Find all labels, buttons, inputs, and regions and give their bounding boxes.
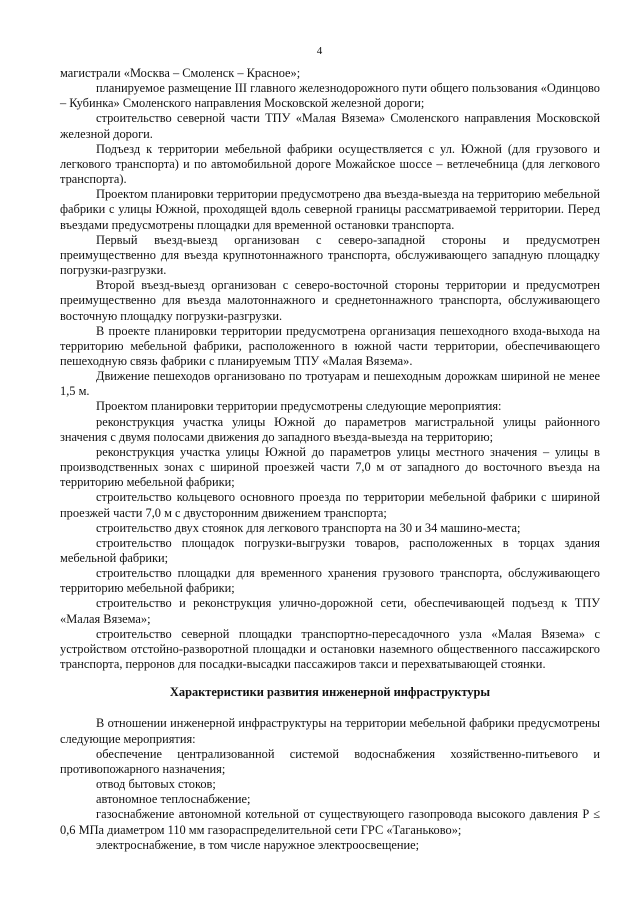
- list-item: отвод бытовых стоков;: [96, 777, 216, 792]
- paragraph: В отношении инженерной инфраструктуры на территории мебельной фабрики предусмотрены следующие мероприятия:: [60, 716, 600, 746]
- list-item: автономное теплоснабжение;: [96, 792, 251, 807]
- paragraph: В проекте планировки территории предусмотрена организация пешеходного входа-выхода на территорию мебельной фабрики, расположенного в южной части территории, обеспечивающего пешеходную связь фабрики с планируемым ТПУ «Малая Вязема».: [60, 323, 600, 368]
- list-item: реконструкция участка улицы Южной до параметров магистральной улицы районного значения с двумя полосами движения до западного въезда-выезда на территорию;: [60, 414, 600, 444]
- paragraph: Первый въезд-выезд организован с северо-западной стороны и предусмотрен преимущественно для въезда крупнотоннажного транспорта, обслуживающего западную площадку погрузки-разгрузки.: [60, 232, 600, 278]
- document-body: [60, 66, 600, 853]
- list-item: строительство площадки для временного хранения грузового транспорта, обслуживающего территорию мебельной фабрики;: [60, 566, 600, 596]
- paragraph: строительство северной части ТПУ «Малая Вязема» Смоленского направления Московской железной дороги.: [60, 111, 600, 141]
- list-item: реконструкция участка улицы Южной до параметров улицы местного значения – улицы в производственных зонах с шириной проезжей части 7,0 м от западного до восточного въезда на территорию мебельной фабрики;: [60, 444, 600, 490]
- paragraph: Движение пешеходов организовано по тротуарам и пешеходным дорожкам шириной не менее 1,5 м.: [60, 369, 600, 399]
- list-item: электроснабжение, в том числе наружное электроосвещение;: [96, 837, 420, 852]
- paragraph: магистрали «Москва – Смоленск – Красное»;: [60, 66, 301, 80]
- paragraph: Проектом планировки территории предусмотрены следующие мероприятия:: [96, 399, 502, 414]
- list-item: строительство площадок погрузки-выгрузки товаров, расположенных в торцах здания мебельной фабрики;: [60, 535, 600, 565]
- list-item: строительство кольцевого основного проезда по территории мебельной фабрики с шириной проезжей части 7,0 м с двусторонним движением транспорта;: [60, 490, 600, 520]
- paragraph: Подъезд к территории мебельной фабрики осуществляется с ул. Южной (для грузового и легкового транспорта) и по автомобильной дороге Можайское шоссе – ветлечебница (для легкового транспорта).: [60, 141, 600, 187]
- list-item: строительство северной площадки транспортно-пересадочного узла «Малая Вязема» с устройством отстойно-разворотной площадки и остановки наземного общественного пассажирского транспорта, перронов для посадки-высадки пассажиров такси и перехватывающей стоянки.: [60, 626, 600, 672]
- list-item: строительство и реконструкция улично-дорожной сети, обеспечивающей подъезд к ТПУ «Малая Вязема»;: [60, 596, 600, 626]
- page-number: 4: [316, 45, 323, 57]
- paragraph: Второй въезд-выезд организован с северо-восточной стороны территории и предусмотрен преимущественно для въезда малотоннажного и среднетоннажного транспорта, обслуживающего восточную площадку погрузки-разгрузки.: [60, 278, 600, 323]
- list-item: газоснабжение автономной котельной от существующего газопровода высокого давления P ≤ 0,6 МПа диаметром 110 мм газораспределительной сети ГРС «Таганьково»;: [60, 807, 600, 837]
- list-item: обеспечение централизованной системой водоснабжения хозяйственно-питьевого и противопожарного назначения;: [60, 746, 600, 776]
- section-heading: Характеристики развития инженерной инфраструктуры: [169, 685, 491, 700]
- paragraph: Проектом планировки территории предусмотрено два въезда-выезда на территорию мебельной фабрики с улицы Южной, проходящей вдоль северной границы рассматриваемой территории. Перед въездами предусмотрены площадки для временной остановки транспорта.: [60, 187, 600, 232]
- paragraph: планируемое размещение III главного железнодорожного пути общего пользования «Одинцово – Кубинка» Смоленского направления Московской железной дороги;: [60, 81, 600, 111]
- list-item: строительство двух стоянок для легкового транспорта на 30 и 34 машино-места;: [96, 520, 521, 535]
